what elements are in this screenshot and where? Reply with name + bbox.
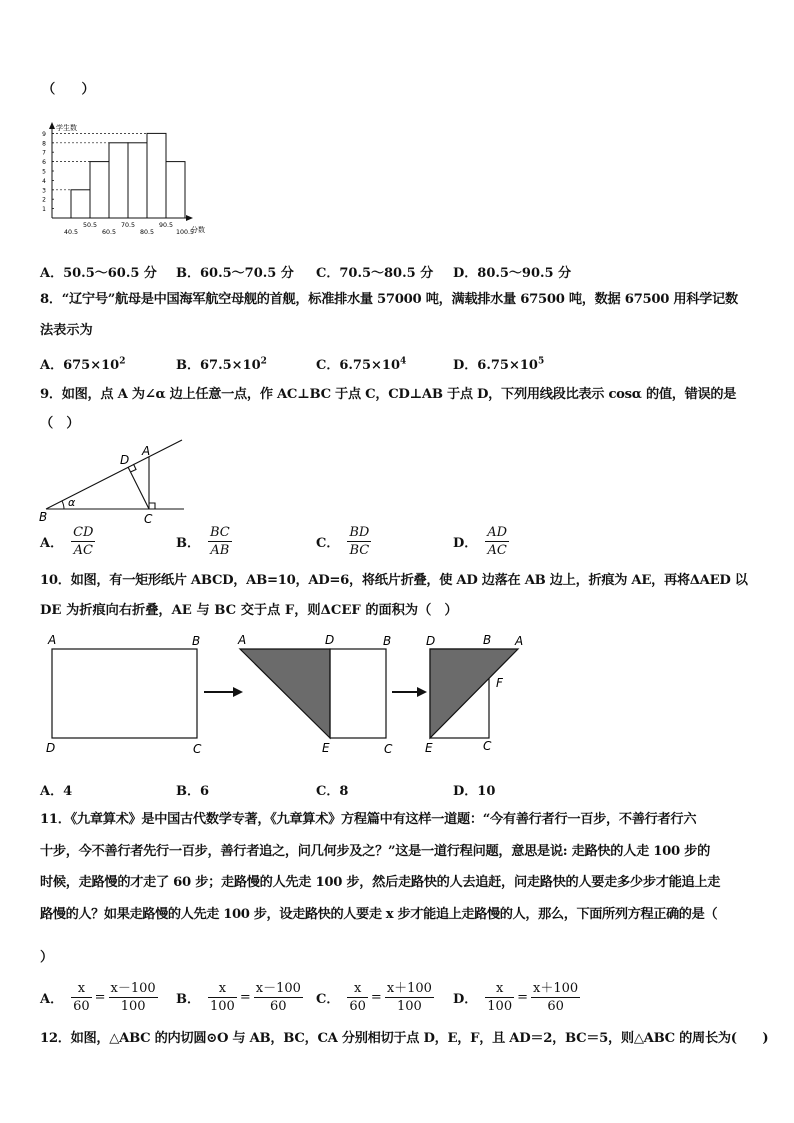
x-tick-label: 90.5 [158,222,174,229]
fig2-label-c: C [384,742,393,756]
q9-option-d[interactable]: D． $\frac{AD}{AC}$ [453,525,508,558]
y-tick-label: 6 [42,159,46,167]
q8-option-d[interactable]: D．$6.75\times 10^5$ [453,356,545,373]
y-tick-label: 8 [42,140,46,148]
q11-option-a[interactable]: A． $\frac{x}{60}$ = $\frac{x-100}{100}$ [40,981,156,1014]
histogram-bar [147,133,166,218]
q9-stem-line1: 9．如图，点 A 为∠α 边上任意一点，作 AC⊥BC 于点 C，CD⊥AB 于点 D，下列用线段比表示 cosα 的值，错误的是 [40,387,737,402]
q8-option-c[interactable]: C．$6.75\times 10^4$ [316,356,407,373]
fig1-label-b: B [192,634,201,648]
rectangle-abcd [52,649,197,738]
fig2-label-b: B [383,634,392,648]
q11-option-d[interactable]: D． $\frac{x}{100}$ = $\frac{x+100}{60}$ [453,981,579,1014]
fig1-label-d: D [46,741,56,755]
q7-option-c[interactable]: C．70.5～80.5 分 [316,266,434,281]
q10-stem-line2: DE 为折痕向右折叠，AE 与 BC 交于点 F，则ΔCEF 的面积为（ ） [40,603,458,618]
q9-option-a[interactable]: A． $\frac{CD}{AC}$ [40,525,94,558]
fig3-label-c: C [483,739,492,753]
q11-stem-line4: 路慢的人？如果走路慢的人先走 100 步，设走路快的人要走 x 步才能追上走路慢的人，那么，下面所列方程正确的是（ [40,907,718,922]
q10-option-b[interactable]: B．6 [176,784,210,799]
folded-triangle-right [430,649,518,738]
q11-option-c[interactable]: C． $\frac{x}{60}$ = $\frac{x+100}{100}$ [316,981,432,1014]
q10-option-a[interactable]: A．4 [40,784,73,799]
fig3-label-b: B [483,633,492,647]
angle-alpha-arc [62,501,64,509]
q7-option-b[interactable]: B．60.5～70.5 分 [176,266,294,281]
y-tick-label: 2 [42,196,46,204]
q8-option-a[interactable]: A．$675\times 10^2$ [40,356,126,373]
q9-stem-line2: （ ） [40,416,80,431]
q11-stem-line3: 时候，走路慢的才走了 60 步；走路慢的人先走 100 步，然后走路快的人去追赶，问走路快的人要走多少步才能追上走 [40,875,721,890]
x-tick-label: 40.5 [63,229,79,236]
fig2-label-e: E [322,741,330,755]
histogram-bar [128,143,147,218]
q11-option-b[interactable]: B． $\frac{x}{100}$ = $\frac{x-100}{60}$ [176,981,301,1014]
rectangle-dbce [330,649,386,738]
histogram-chart [38,118,208,270]
y-axis-label: 学生数 [56,124,77,132]
y-tick-label: 9 [42,130,46,138]
y-axis-arrow [49,122,55,129]
label-c: C [144,512,153,526]
q8-option-b[interactable]: B．$67.5\times 10^2$ [176,356,267,373]
histogram-bar [71,190,90,218]
histogram-bar [90,162,109,218]
x-tick-label: 100.5 [175,229,195,236]
right-angle-c [149,503,155,509]
q8-stem-line1: 8．“辽宁号”航母是中国海军航空母舰的首舰，标准排水量 57000 吨，满载排水量 67500 吨，数据 67500 用科学记数 [40,292,738,307]
q10-option-c[interactable]: C．8 [316,784,349,799]
label-b: B [39,510,48,524]
segment-cd [128,467,149,509]
q7-option-d[interactable]: D．80.5～90.5 分 [453,266,572,281]
q8-stem-line2: 法表示为 [40,323,93,338]
histogram-bar [166,162,185,218]
q10-option-d[interactable]: D．10 [453,784,496,799]
fig3-label-f: F [496,676,503,690]
q11-stem-line5: ） [40,950,54,965]
q9-option-b[interactable]: B． $\frac{BC}{AB}$ [176,525,230,558]
x-tick-label: 60.5 [101,229,117,236]
question-paren: （ ） [42,82,95,97]
q9-option-c[interactable]: C． $\frac{BD}{BC}$ [316,525,370,558]
y-tick-label: 5 [42,168,46,176]
label-a: A [142,444,151,458]
q7-option-a[interactable]: A．50.5～60.5 分 [40,266,157,281]
fig3-label-a: A [515,634,524,648]
fig1-label-c: C [193,742,202,756]
x-axis-label: 分数 [191,226,205,234]
x-tick-label: 70.5 [120,222,136,229]
q12-stem-line1: 12．如图，△ABC 的内切圆⊙O 与 AB，BC，CA 分别相切于点 D，E，F，且 AD＝2，BC＝5，则△ABC 的周长为( ) [40,1031,769,1046]
y-tick-label: 1 [42,206,46,214]
x-tick-label: 50.5 [82,222,98,229]
fig2-label-a: A [238,633,247,647]
fig3-label-e: E [425,741,433,755]
label-alpha: α [68,496,76,509]
ray-ba [46,440,182,509]
x-axis-arrow [186,215,193,221]
q10-stem-line1: 10．如图，有一矩形纸片 ABCD，AB=10，AD=6，将纸片折叠，使 AD 边落在 AB 边上，折痕为 AE，再将ΔAED 以 [40,573,748,588]
q11-stem-line1: 11．《九章算术》是中国古代数学专著，《九章算术》方程篇中有这样一道题：“今有善行者行一百步，不善行者行六 [40,812,697,827]
q9-figure [34,436,194,528]
label-d: D [120,453,130,467]
y-tick-label: 3 [42,187,46,195]
fig2-label-d: D [325,633,335,647]
histogram-bar [109,143,128,218]
y-tick-label: 4 [42,177,46,185]
fig1-label-a: A [48,633,57,647]
x-tick-label: 80.5 [139,229,155,236]
folded-triangle-shaded [240,649,330,738]
q11-stem-line2: 十步，今不善行者先行一百步，善行者追之，问几何步及之？”这是一道行程问题，意思是说: 走路快的人走 100 步的 [40,844,710,859]
fig3-label-d: D [426,634,436,648]
y-tick-label: 7 [42,149,46,157]
q10-figure [40,628,540,758]
